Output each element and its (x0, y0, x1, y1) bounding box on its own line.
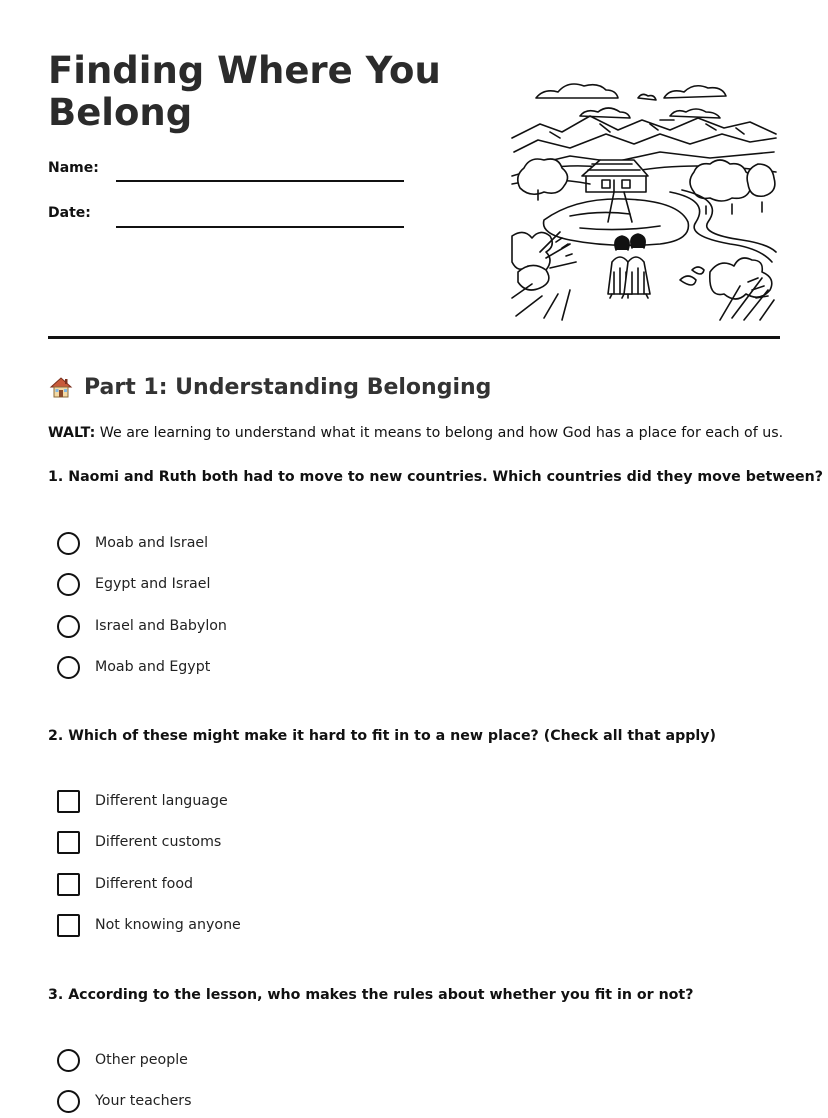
radio-button[interactable] (57, 615, 80, 638)
landscape-illustration (510, 72, 780, 322)
option-label: Not knowing anyone (95, 917, 241, 933)
checkbox[interactable] (57, 914, 80, 937)
header-divider (48, 336, 780, 339)
option-label: Different customs (95, 834, 222, 850)
option-label: Moab and Israel (95, 535, 209, 551)
name-label: Name: (48, 160, 99, 176)
option-label: Israel and Babylon (95, 618, 227, 634)
q2-option-2[interactable] (57, 830, 221, 854)
walt-label: WALT: (48, 425, 96, 441)
question-1: 1. Naomi and Ruth both had to move to new countries. Which countries did they move between? (48, 469, 823, 485)
date-field[interactable] (116, 226, 404, 228)
option-label: Different food (95, 876, 194, 892)
q1-option-3[interactable] (57, 614, 227, 638)
checkbox[interactable] (57, 790, 80, 813)
q2-option-3[interactable] (57, 872, 193, 896)
radio-button[interactable] (57, 656, 80, 679)
checkbox[interactable] (57, 873, 80, 896)
walt-text: We are learning to understand what it means to belong and how God has a place for each of us. (95, 425, 784, 441)
q3-option-1[interactable] (57, 1048, 188, 1072)
radio-button[interactable] (57, 1049, 80, 1072)
question-3: 3. According to the lesson, who makes the rules about whether you fit in or not? (48, 987, 694, 1003)
option-label: Other people (95, 1052, 188, 1068)
house-icon (48, 374, 74, 400)
section-heading-text: Part 1: Understanding Belonging (84, 374, 492, 400)
radio-button[interactable] (57, 532, 80, 555)
option-label: Your teachers (95, 1093, 192, 1109)
question-2: 2. Which of these might make it hard to fit in to a new place? (Check all that apply) (48, 728, 717, 744)
q1-option-2[interactable] (57, 572, 210, 596)
worksheet-title: Finding Where You Belong (48, 49, 441, 134)
option-label: Egypt and Israel (95, 576, 211, 592)
radio-button[interactable] (57, 1090, 80, 1113)
q2-option-1[interactable] (57, 789, 228, 813)
option-label: Different language (95, 793, 228, 809)
date-label: Date: (48, 205, 91, 221)
radio-button[interactable] (57, 573, 80, 596)
q2-option-4[interactable] (57, 913, 241, 937)
walt-statement (48, 425, 783, 441)
section-heading (48, 374, 491, 400)
option-label: Moab and Egypt (95, 659, 211, 675)
q3-option-2[interactable] (57, 1089, 192, 1113)
q1-option-4[interactable] (57, 655, 210, 679)
checkbox[interactable] (57, 831, 80, 854)
name-field[interactable] (116, 180, 404, 182)
q1-option-1[interactable] (57, 531, 208, 555)
